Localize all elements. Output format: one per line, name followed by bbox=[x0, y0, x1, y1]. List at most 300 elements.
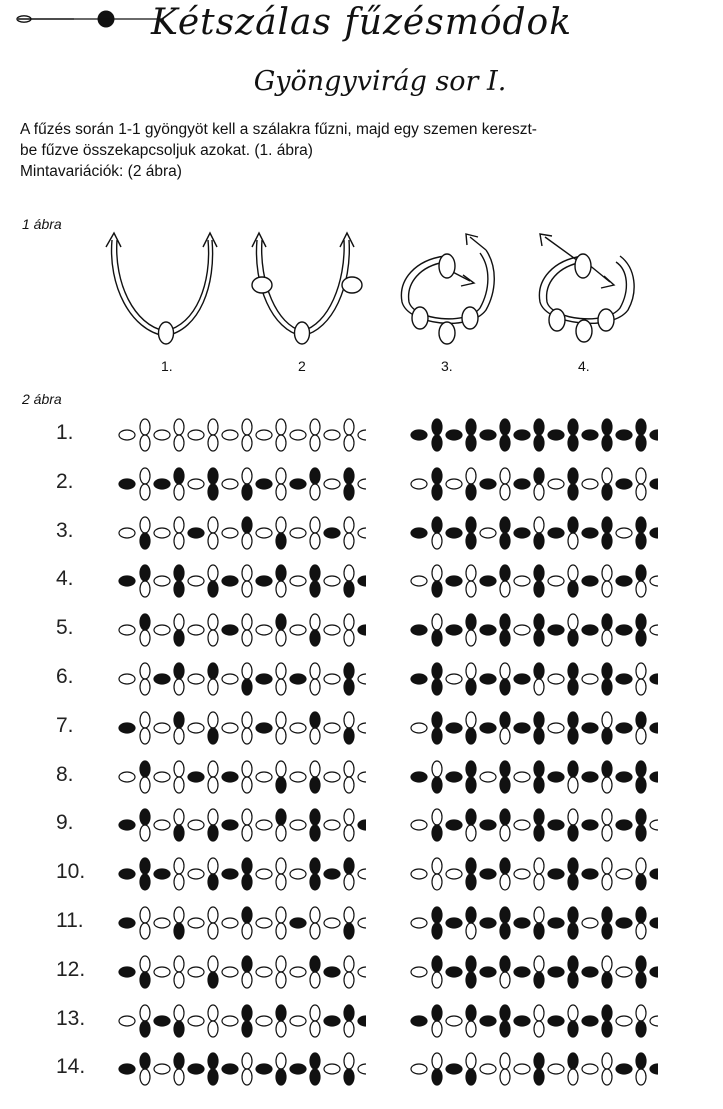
bead-pattern-right bbox=[410, 706, 658, 750]
white-bead bbox=[324, 479, 340, 489]
black-bead bbox=[534, 712, 544, 728]
black-bead bbox=[310, 825, 320, 841]
white-bead bbox=[310, 1021, 320, 1037]
figure-1-label: 1 ábra bbox=[22, 216, 62, 232]
white-bead bbox=[208, 565, 218, 581]
white-bead bbox=[344, 777, 354, 793]
row-number: 7. bbox=[56, 713, 74, 737]
white-bead bbox=[344, 630, 354, 646]
white-bead bbox=[534, 858, 544, 874]
black-bead bbox=[411, 1016, 427, 1026]
black-bead bbox=[480, 820, 496, 830]
black-bead bbox=[276, 809, 286, 825]
black-bead bbox=[582, 576, 598, 586]
white-bead bbox=[188, 625, 204, 635]
black-bead bbox=[548, 528, 564, 538]
white-bead bbox=[602, 581, 612, 597]
black-bead bbox=[534, 809, 544, 825]
white-bead bbox=[276, 517, 286, 533]
white-bead bbox=[636, 663, 646, 679]
white-bead bbox=[310, 728, 320, 744]
black-bead bbox=[432, 825, 442, 841]
black-bead bbox=[534, 419, 544, 435]
black-bead bbox=[568, 1053, 578, 1069]
black-bead bbox=[208, 1069, 218, 1085]
bead-pattern-right bbox=[410, 999, 658, 1043]
black-bead bbox=[432, 956, 442, 972]
white-bead bbox=[242, 581, 252, 597]
black-bead bbox=[534, 1069, 544, 1085]
black-bead bbox=[174, 663, 184, 679]
black-bead bbox=[568, 972, 578, 988]
bead-pattern-right bbox=[410, 511, 658, 555]
white-bead bbox=[500, 1053, 510, 1069]
white-bead bbox=[140, 712, 150, 728]
page-header bbox=[0, 0, 723, 52]
black-bead bbox=[650, 430, 658, 440]
black-bead bbox=[140, 565, 150, 581]
black-bead bbox=[514, 1016, 530, 1026]
white-bead bbox=[358, 967, 366, 977]
black-bead bbox=[568, 712, 578, 728]
bead-pattern-right bbox=[410, 803, 658, 847]
white-bead bbox=[276, 972, 286, 988]
white-bead bbox=[636, 679, 646, 695]
white-bead bbox=[174, 809, 184, 825]
black-bead bbox=[602, 972, 612, 988]
black-bead bbox=[636, 565, 646, 581]
white-bead bbox=[119, 1016, 135, 1026]
black-bead bbox=[208, 874, 218, 890]
black-bead bbox=[358, 1016, 366, 1026]
black-bead bbox=[602, 728, 612, 744]
black-bead bbox=[568, 874, 578, 890]
black-bead bbox=[568, 858, 578, 874]
step-label: 2 bbox=[298, 358, 306, 374]
intro-line: Mintavariációk: (2 ábra) bbox=[20, 163, 182, 180]
black-bead bbox=[514, 528, 530, 538]
white-bead bbox=[290, 528, 306, 538]
white-bead bbox=[324, 772, 340, 782]
black-bead bbox=[310, 630, 320, 646]
black-bead bbox=[344, 581, 354, 597]
white-bead bbox=[208, 923, 218, 939]
black-bead bbox=[514, 723, 530, 733]
black-bead bbox=[358, 625, 366, 635]
black-bead bbox=[534, 663, 544, 679]
black-bead bbox=[602, 484, 612, 500]
black-bead bbox=[222, 576, 238, 586]
white-bead bbox=[344, 907, 354, 923]
black-bead bbox=[310, 874, 320, 890]
black-bead bbox=[119, 576, 135, 586]
black-bead bbox=[548, 967, 564, 977]
black-bead bbox=[119, 723, 135, 733]
white-bead bbox=[602, 809, 612, 825]
white-bead bbox=[411, 918, 427, 928]
black-bead bbox=[582, 869, 598, 879]
black-bead bbox=[222, 1064, 238, 1074]
black-bead bbox=[636, 517, 646, 533]
black-bead bbox=[548, 918, 564, 928]
white-bead bbox=[276, 581, 286, 597]
black-bead bbox=[140, 533, 150, 549]
white-bead bbox=[310, 517, 320, 533]
white-bead bbox=[140, 663, 150, 679]
white-bead bbox=[358, 869, 366, 879]
white-bead bbox=[582, 918, 598, 928]
white-bead bbox=[466, 1053, 476, 1069]
white-bead bbox=[188, 918, 204, 928]
black-bead bbox=[290, 1064, 306, 1074]
black-bead bbox=[500, 858, 510, 874]
black-bead bbox=[582, 1016, 598, 1026]
white-bead bbox=[602, 825, 612, 841]
black-bead bbox=[140, 809, 150, 825]
black-bead bbox=[174, 712, 184, 728]
black-bead bbox=[534, 972, 544, 988]
black-bead bbox=[344, 923, 354, 939]
bead-pattern-left bbox=[118, 901, 366, 945]
black-bead bbox=[466, 728, 476, 744]
black-bead bbox=[568, 728, 578, 744]
black-bead bbox=[466, 435, 476, 451]
black-bead bbox=[636, 761, 646, 777]
black-bead bbox=[222, 625, 238, 635]
bead-pattern-right bbox=[410, 413, 658, 457]
white-bead bbox=[324, 1064, 340, 1074]
black-bead bbox=[324, 1016, 340, 1026]
white-bead bbox=[411, 820, 427, 830]
black-bead bbox=[119, 479, 135, 489]
white-bead bbox=[432, 761, 442, 777]
white-bead bbox=[466, 712, 476, 728]
black-bead bbox=[324, 528, 340, 538]
white-bead bbox=[208, 907, 218, 923]
bead-pattern-left bbox=[118, 950, 366, 994]
black-bead bbox=[222, 772, 238, 782]
black-bead bbox=[446, 723, 462, 733]
black-bead bbox=[534, 728, 544, 744]
white-bead bbox=[602, 874, 612, 890]
white-bead bbox=[256, 869, 272, 879]
white-bead bbox=[174, 907, 184, 923]
white-bead bbox=[256, 625, 272, 635]
black-bead bbox=[650, 772, 658, 782]
black-bead bbox=[432, 581, 442, 597]
black-bead bbox=[432, 777, 442, 793]
black-bead bbox=[466, 614, 476, 630]
black-bead bbox=[242, 874, 252, 890]
white-bead bbox=[174, 614, 184, 630]
white-bead bbox=[432, 874, 442, 890]
black-bead bbox=[344, 728, 354, 744]
black-bead bbox=[568, 419, 578, 435]
white-bead bbox=[290, 1016, 306, 1026]
white-bead bbox=[208, 858, 218, 874]
white-bead bbox=[188, 430, 204, 440]
white-bead bbox=[358, 772, 366, 782]
white-bead bbox=[344, 517, 354, 533]
white-bead bbox=[276, 761, 286, 777]
black-bead bbox=[344, 1069, 354, 1085]
white-bead bbox=[140, 1069, 150, 1085]
black-bead bbox=[276, 1005, 286, 1021]
black-bead bbox=[568, 1021, 578, 1037]
white-bead bbox=[310, 907, 320, 923]
white-bead bbox=[256, 918, 272, 928]
black-bead bbox=[310, 1069, 320, 1085]
intro-line: be fűzve összekapcsoljuk azokat. (1. ábra) bbox=[20, 142, 313, 159]
black-bead bbox=[616, 723, 632, 733]
black-bead bbox=[582, 967, 598, 977]
white-bead bbox=[154, 528, 170, 538]
black-bead bbox=[222, 869, 238, 879]
black-bead bbox=[208, 972, 218, 988]
black-bead bbox=[500, 923, 510, 939]
black-bead bbox=[310, 956, 320, 972]
black-bead bbox=[616, 576, 632, 586]
black-bead bbox=[636, 874, 646, 890]
white-bead bbox=[242, 1069, 252, 1085]
black-bead bbox=[616, 479, 632, 489]
black-bead bbox=[208, 1053, 218, 1069]
black-bead bbox=[534, 1053, 544, 1069]
white-bead bbox=[324, 430, 340, 440]
black-bead bbox=[119, 1064, 135, 1074]
white-bead bbox=[276, 435, 286, 451]
black-bead bbox=[602, 761, 612, 777]
white-bead bbox=[500, 468, 510, 484]
black-bead bbox=[568, 484, 578, 500]
black-bead bbox=[174, 581, 184, 597]
white-bead bbox=[174, 874, 184, 890]
step-3-diagram bbox=[401, 234, 494, 344]
black-bead bbox=[242, 517, 252, 533]
white-bead bbox=[480, 772, 496, 782]
white-bead bbox=[344, 419, 354, 435]
black-bead bbox=[500, 1021, 510, 1037]
black-bead bbox=[480, 625, 496, 635]
bead-pattern-right bbox=[410, 950, 658, 994]
white-bead bbox=[119, 528, 135, 538]
white-bead bbox=[208, 809, 218, 825]
bead-pattern-left bbox=[118, 608, 366, 652]
black-bead bbox=[548, 820, 564, 830]
black-bead bbox=[636, 956, 646, 972]
white-bead bbox=[208, 614, 218, 630]
white-bead bbox=[548, 1064, 564, 1074]
white-bead bbox=[534, 517, 544, 533]
black-bead bbox=[582, 723, 598, 733]
black-bead bbox=[446, 576, 462, 586]
black-bead bbox=[344, 1005, 354, 1021]
black-bead bbox=[358, 576, 366, 586]
black-bead bbox=[636, 712, 646, 728]
white-bead bbox=[242, 663, 252, 679]
white-bead bbox=[432, 565, 442, 581]
bead-pattern-right bbox=[410, 852, 658, 896]
white-bead bbox=[602, 956, 612, 972]
white-bead bbox=[602, 565, 612, 581]
black-bead bbox=[154, 869, 170, 879]
white-bead bbox=[310, 663, 320, 679]
black-bead bbox=[344, 663, 354, 679]
white-bead bbox=[222, 430, 238, 440]
black-bead bbox=[290, 479, 306, 489]
white-bead bbox=[650, 1016, 658, 1026]
white-bead bbox=[242, 419, 252, 435]
white-bead bbox=[276, 1021, 286, 1037]
white-bead bbox=[358, 1064, 366, 1074]
white-bead bbox=[636, 858, 646, 874]
white-bead bbox=[242, 728, 252, 744]
black-bead bbox=[582, 772, 598, 782]
black-bead bbox=[534, 565, 544, 581]
white-bead bbox=[188, 674, 204, 684]
black-bead bbox=[188, 1064, 204, 1074]
bead-pattern-right bbox=[410, 559, 658, 603]
white-bead bbox=[358, 674, 366, 684]
black-bead bbox=[242, 907, 252, 923]
black-bead bbox=[616, 772, 632, 782]
black-bead bbox=[432, 419, 442, 435]
black-bead bbox=[446, 820, 462, 830]
white-bead bbox=[324, 723, 340, 733]
intro-text bbox=[20, 119, 720, 182]
bead-pattern-left bbox=[118, 1047, 366, 1091]
black-bead bbox=[602, 435, 612, 451]
white-bead bbox=[154, 723, 170, 733]
white-bead bbox=[500, 1069, 510, 1085]
white-bead bbox=[222, 1016, 238, 1026]
black-bead bbox=[534, 761, 544, 777]
white-bead bbox=[140, 923, 150, 939]
page-title: Kétszálas fűzésmódok bbox=[150, 2, 573, 43]
white-bead bbox=[174, 777, 184, 793]
white-bead bbox=[636, 581, 646, 597]
black-bead bbox=[636, 809, 646, 825]
black-bead bbox=[154, 674, 170, 684]
black-bead bbox=[119, 869, 135, 879]
white-bead bbox=[650, 625, 658, 635]
white-bead bbox=[602, 858, 612, 874]
black-bead bbox=[256, 723, 272, 733]
white-bead bbox=[500, 972, 510, 988]
white-bead bbox=[480, 528, 496, 538]
white-bead bbox=[140, 956, 150, 972]
black-bead bbox=[534, 581, 544, 597]
white-bead bbox=[276, 630, 286, 646]
bead-pattern-left bbox=[118, 511, 366, 555]
white-bead bbox=[154, 625, 170, 635]
white-bead bbox=[344, 614, 354, 630]
white-bead bbox=[310, 1005, 320, 1021]
white-bead bbox=[534, 956, 544, 972]
white-bead bbox=[636, 484, 646, 500]
row-number: 11. bbox=[56, 909, 84, 932]
bead-pattern-left bbox=[118, 657, 366, 701]
black-bead bbox=[602, 923, 612, 939]
white-bead bbox=[276, 858, 286, 874]
black-bead bbox=[466, 761, 476, 777]
row-number: 3. bbox=[56, 518, 74, 542]
white-bead bbox=[119, 674, 135, 684]
white-bead bbox=[174, 1069, 184, 1085]
black-bead bbox=[432, 468, 442, 484]
black-bead bbox=[616, 674, 632, 684]
white-bead bbox=[650, 576, 658, 586]
bead-pattern-left bbox=[118, 999, 366, 1043]
black-bead bbox=[514, 430, 530, 440]
black-bead bbox=[310, 809, 320, 825]
white-bead bbox=[344, 825, 354, 841]
black-bead bbox=[534, 630, 544, 646]
black-bead bbox=[500, 761, 510, 777]
black-bead bbox=[650, 674, 658, 684]
step-4-diagram bbox=[539, 234, 634, 342]
white-bead bbox=[208, 1021, 218, 1037]
row-number: 6. bbox=[56, 665, 74, 688]
black-bead bbox=[466, 874, 476, 890]
white-bead bbox=[446, 479, 462, 489]
white-bead bbox=[276, 825, 286, 841]
white-bead bbox=[290, 869, 306, 879]
white-bead bbox=[602, 1053, 612, 1069]
white-bead bbox=[140, 517, 150, 533]
black-bead bbox=[534, 825, 544, 841]
white-bead bbox=[310, 972, 320, 988]
black-bead bbox=[256, 674, 272, 684]
white-bead bbox=[534, 874, 544, 890]
black-bead bbox=[446, 1064, 462, 1074]
bead-pattern-right bbox=[410, 755, 658, 799]
white-bead bbox=[616, 528, 632, 538]
bead-pattern-right bbox=[410, 901, 658, 945]
white-bead bbox=[242, 435, 252, 451]
black-bead bbox=[432, 1069, 442, 1085]
white-bead bbox=[154, 772, 170, 782]
black-bead bbox=[602, 907, 612, 923]
white-bead bbox=[432, 858, 442, 874]
white-bead bbox=[140, 1005, 150, 1021]
white-bead bbox=[500, 825, 510, 841]
white-bead bbox=[208, 517, 218, 533]
black-bead bbox=[534, 923, 544, 939]
white-bead bbox=[140, 679, 150, 695]
black-bead bbox=[242, 956, 252, 972]
black-bead bbox=[500, 777, 510, 793]
white-bead bbox=[344, 761, 354, 777]
black-bead bbox=[344, 484, 354, 500]
black-bead bbox=[242, 1005, 252, 1021]
white-bead bbox=[174, 761, 184, 777]
page-subtitle: Gyöngyvirág sor I. bbox=[253, 66, 507, 97]
black-bead bbox=[208, 484, 218, 500]
white-bead bbox=[208, 777, 218, 793]
black-bead bbox=[154, 1016, 170, 1026]
black-bead bbox=[188, 528, 204, 538]
black-bead bbox=[514, 967, 530, 977]
white-bead bbox=[466, 1021, 476, 1037]
white-bead bbox=[256, 772, 272, 782]
black-bead bbox=[432, 679, 442, 695]
black-bead bbox=[636, 630, 646, 646]
white-bead bbox=[480, 1064, 496, 1074]
row-number: 1. bbox=[56, 421, 74, 444]
white-bead bbox=[140, 630, 150, 646]
black-bead bbox=[446, 430, 462, 440]
